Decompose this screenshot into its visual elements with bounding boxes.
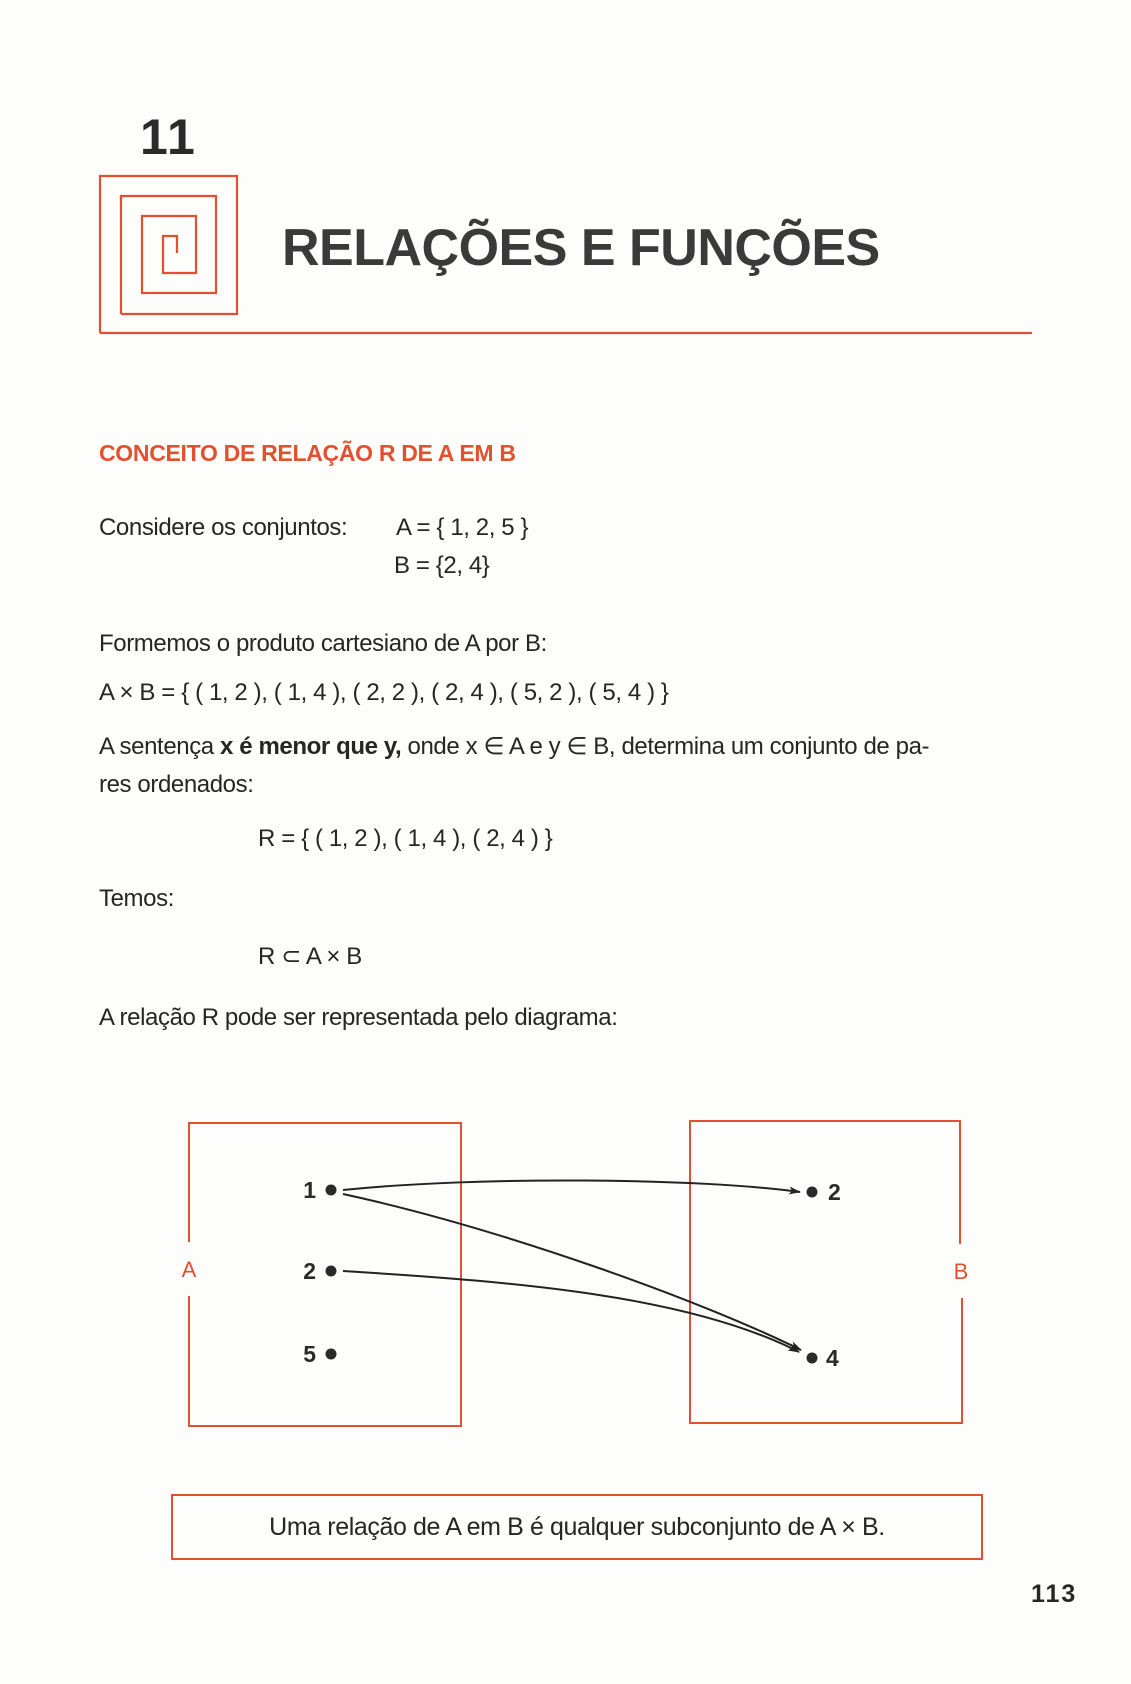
- sentence-bold: x é menor que y,: [220, 733, 402, 760]
- page-number: 113: [1031, 1580, 1078, 1608]
- arrow-1-to-4: [343, 1194, 801, 1350]
- arrow-2-to-4: [343, 1271, 799, 1352]
- temos-label: Temos:: [99, 885, 174, 912]
- sentence-line-1: [99, 731, 929, 762]
- arrow-1-to-2: [343, 1180, 800, 1192]
- chapter-title: RELAÇÕES E FUNÇÕES: [282, 219, 880, 277]
- set-b-element-4: 4: [826, 1345, 839, 1371]
- section-heading: CONCEITO DE RELAÇÃO R DE A EM B: [99, 440, 516, 466]
- set-a-dot-1: [326, 1185, 337, 1196]
- subset-statement: R ⊂ A × B: [258, 943, 362, 970]
- set-b-label: B: [953, 1259, 969, 1284]
- relation-diagram: [0, 1100, 1131, 1440]
- set-a-dot-5: [326, 1349, 337, 1360]
- set-a-definition: A = { 1, 2, 5 }: [396, 514, 529, 541]
- chapter-number: 11: [140, 109, 197, 165]
- sentence-prefix: A sentença: [99, 733, 221, 760]
- set-b-dot-2: [807, 1187, 818, 1198]
- relation-r: R = { ( 1, 2 ), ( 1, 4 ), ( 2, 4 ) }: [258, 825, 553, 852]
- set-a-label: A: [181, 1257, 197, 1282]
- set-b-box: [690, 1121, 962, 1423]
- set-a-dot-2: [326, 1266, 337, 1277]
- set-a-box: [189, 1123, 461, 1426]
- chapter-header-graphic: [0, 0, 1131, 360]
- diagram-intro: A relação R pode ser representada pelo diagrama:: [99, 1004, 618, 1031]
- set-a-element-5: 5: [303, 1341, 316, 1367]
- sentence-rest: onde x ∈ A e y ∈ B, determina um conjunto de pa-: [401, 733, 930, 760]
- set-b-definition: B = {2, 4}: [394, 552, 490, 579]
- cartesian-product: A × B = { ( 1, 2 ), ( 1, 4 ), ( 2, 2 ), ( 2, 4 ), ( 5, 2 ), ( 5, 4 ) }: [99, 679, 669, 706]
- sentence-line-2: res ordenados:: [99, 771, 254, 798]
- set-a-element-1: 1: [303, 1177, 316, 1203]
- definition-box: Uma relação de A em B é qualquer subconjunto de A × B.: [171, 1494, 983, 1560]
- set-b-element-2: 2: [828, 1179, 841, 1205]
- considere-label: Considere os conjuntos:: [99, 514, 348, 541]
- set-a-element-2: 2: [303, 1258, 316, 1284]
- formemos-text: Formemos o produto cartesiano de A por B:: [99, 630, 547, 657]
- set-b-dot-4: [807, 1353, 818, 1364]
